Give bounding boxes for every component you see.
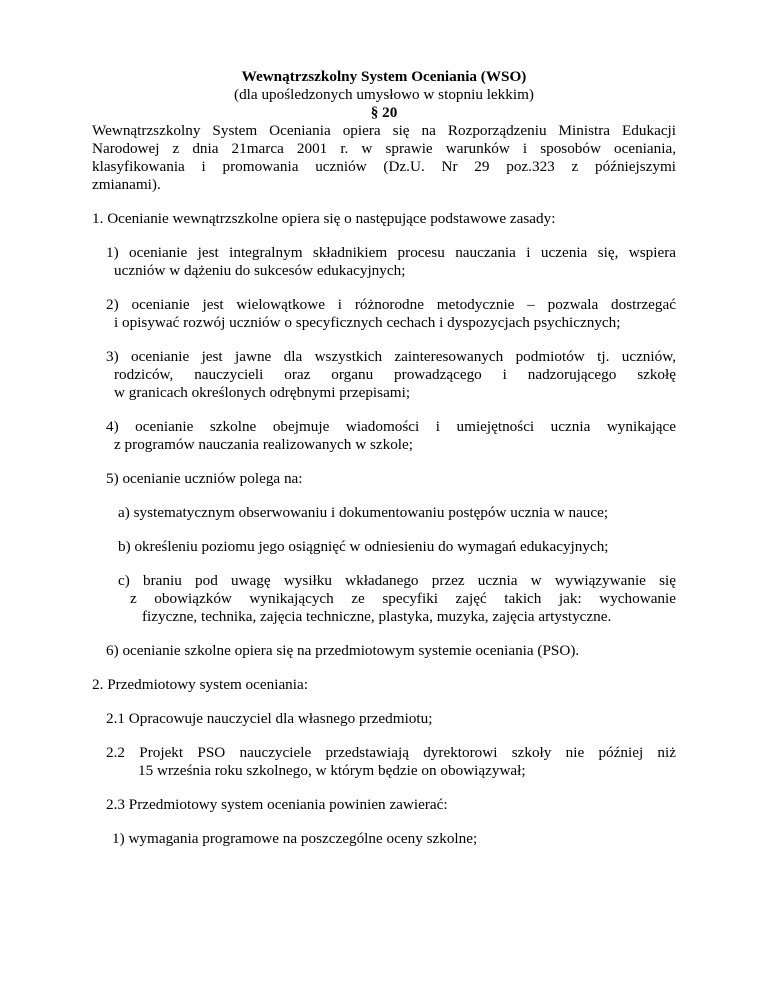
point-1-heading: 1. Ocenianie wewnątrzszkolne opiera się o następujące podstawowe zasady: <box>92 210 556 227</box>
section-number: § 20 <box>370 104 398 121</box>
sub-list-item: b) określeniu poziomu jego osiągnięć w odniesieniu do wymagań edukacyjnych; <box>118 538 609 555</box>
list-item: 2.3 Przedmiotowy system oceniania powinien zawierać: <box>106 796 448 813</box>
list-item: 5) ocenianie uczniów polega na: <box>106 470 303 487</box>
point-2-heading: 2. Przedmiotowy system oceniania: <box>92 676 308 693</box>
list-item: 1) wymagania programowe na poszczególne oceny szkolne; <box>112 830 478 847</box>
document-page: Wewnątrzszkolny System Oceniania (WSO) (dla upośledzonych umysłowo w stopniu lekkim) § 20 Wewnątrzszkolny System Oceniania opiera się na Rozporządzeniu Ministra Edukacji Narodowej z dnia 21marca 2001 r. w sprawie warunków i sposobów oceniania, klasyfikowania i promowania uczniów (Dz.U. Nr 29 poz.323 z późniejszymi zmianami). 1. Ocenianie wewnątrzszkolne opiera się o następujące podstawowe zasady: 1) ocenianie jest integralnym składnikiem procesu nauczania i uczenia się, wspiera uczniów w dążeniu do sukcesów edukacyjnych; 2) ocenianie jest wielowątkowe i różnorodne metodycznie – pozwala dostrzegać i opisywać rozwój uczniów o specyficznych cechach i dyspozycjach psychicznych; 3) ocenianie jest jawne dla wszystkich zainteresowanych podmiotów tj. uczniów, rodziców, nauczycieli oraz organu prowadzącego i nadzorującego szkołę w granicach określonych odrębnymi przepisami; 4) ocenianie szkolne obejmuje wiadomości i umiejętności ucznia wynikające z programów nauczania realizowanych w szkole; 5) ocenianie uczniów polega na: a) systematycznym obserwowaniu i dokumentowaniu postępów ucznia w nauce; b) określeniu poziomu jego osiągnięć w odniesieniu do wymagań edukacyjnych; c) braniu pod uwagę wysiłku wkładanego przez ucznia w wywiązywanie się z obowiązków wynikających ze specyfiki zajęć takich jak: wychowanie fizyczne, technika, zajęcia techniczne, plastyka, muzyka, zajęcia artystyczne. 6) ocenianie szkolne opiera się na przedmiotowym systemie oceniania (PSO). 2. Przedmiotowy system oceniania: 2.1 Opracowuje nauczyciel dla własnego przedmiotu; 2.2 Projekt PSO nauczyciele przedstawiają dyrektorowi szkoły nie później niż 15 września roku szkolnego, w którym będzie on obowiązywał; 2.3 Przedmiotowy system oceniania powinien zawierać: 1) wymagania programowe na poszczególne oceny szkolne; <box>0 0 768 994</box>
document-subtitle: (dla upośledzonych umysłowo w stopniu lekkim) <box>234 86 534 103</box>
sub-list-item: a) systematycznym obserwowaniu i dokumentowaniu postępów ucznia w nauce; <box>118 504 609 521</box>
list-item: 2.1 Opracowuje nauczyciel dla własnego przedmiotu; <box>106 710 433 727</box>
intro-line: zmianami). <box>92 176 161 193</box>
intro-line: Narodowej z dnia 21marca 2001 r. w sprawie warunków i sposobów oceniania, <box>92 140 676 157</box>
list-item: 6) ocenianie szkolne opiera się na przedmiotowym systemie oceniania (PSO). <box>106 642 580 659</box>
intro-line: Wewnątrzszkolny System Oceniania opiera się na Rozporządzeniu Ministra Edukacji <box>92 122 676 139</box>
document-title: Wewnątrzszkolny System Oceniania (WSO) <box>241 68 527 85</box>
intro-line: klasyfikowania i promowania uczniów (Dz.U. Nr 29 poz.323 z późniejszymi <box>92 158 676 175</box>
